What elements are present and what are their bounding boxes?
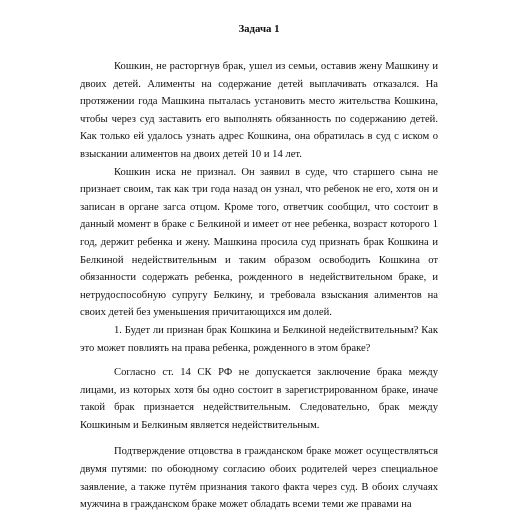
answer-paragraph-2: Подтверждение отцовства в гражданском браке может осуществляться двумя путями: по обоюдному согласию обоих родителей через специальное заявление, а также путём признания такого факта через суд. В обоих случаях мужчина в гражданском браке может обладать всеми теми же правами на [80,446,438,511]
question-1: 1. Будет ли признан брак Кошкина и Белкиной недействительным? Как это может повлиять на права ребенка, рожденного в этом браке? [80,324,438,354]
paragraph-2: Кошкин иска не признал. Он заявил в суде, что старшего сына не признает своим, так как три года назад он узнал, что ребенок не его, хотя он и записан в органе загса отцом. Кроме того, ответчик сообщил, что состоит в данный момент в браке с Белкиной и имеет от нее ребенка, возраст которого 1 год, держит ребенка и жену. Машкина просила суд признать брак Кошкина и Белкиной недействительным и таким образом освободить Кошкина от обязанности содержать ребенка, рожденного в недействительном браке, и нетрудоспособную супругу Белкину, и требовала взыскания алиментов на своих детей без уменьшения причитающихся им долей. [80,166,438,319]
document-title: Задача 1 [238,23,280,35]
answer-paragraph-1: Согласно ст. 14 СК РФ не допускается заключение брака между лицами, из которых хотя бы одно состоит в зарегистрированном браке, иначе такой брак признается недействительным. Следовательно, брак между Кошкиным и Белкиным является недействительным. [80,367,438,431]
paragraph-1: Кошкин, не расторгнув брак, ушел из семьи, оставив жену Машкину и двоих детей. Алименты на содержание детей выплачивать отказался. На протяжении года Машкина пыталась установить место жительства Кошкина, чтобы через суд заставить его выполнять обязанность по содержанию детей. Как только ей удалось узнать адрес Кошкина, она обратилась в суд с иском о взыскании алиментов на двоих детей 10 и 14 лет. [80,61,438,160]
